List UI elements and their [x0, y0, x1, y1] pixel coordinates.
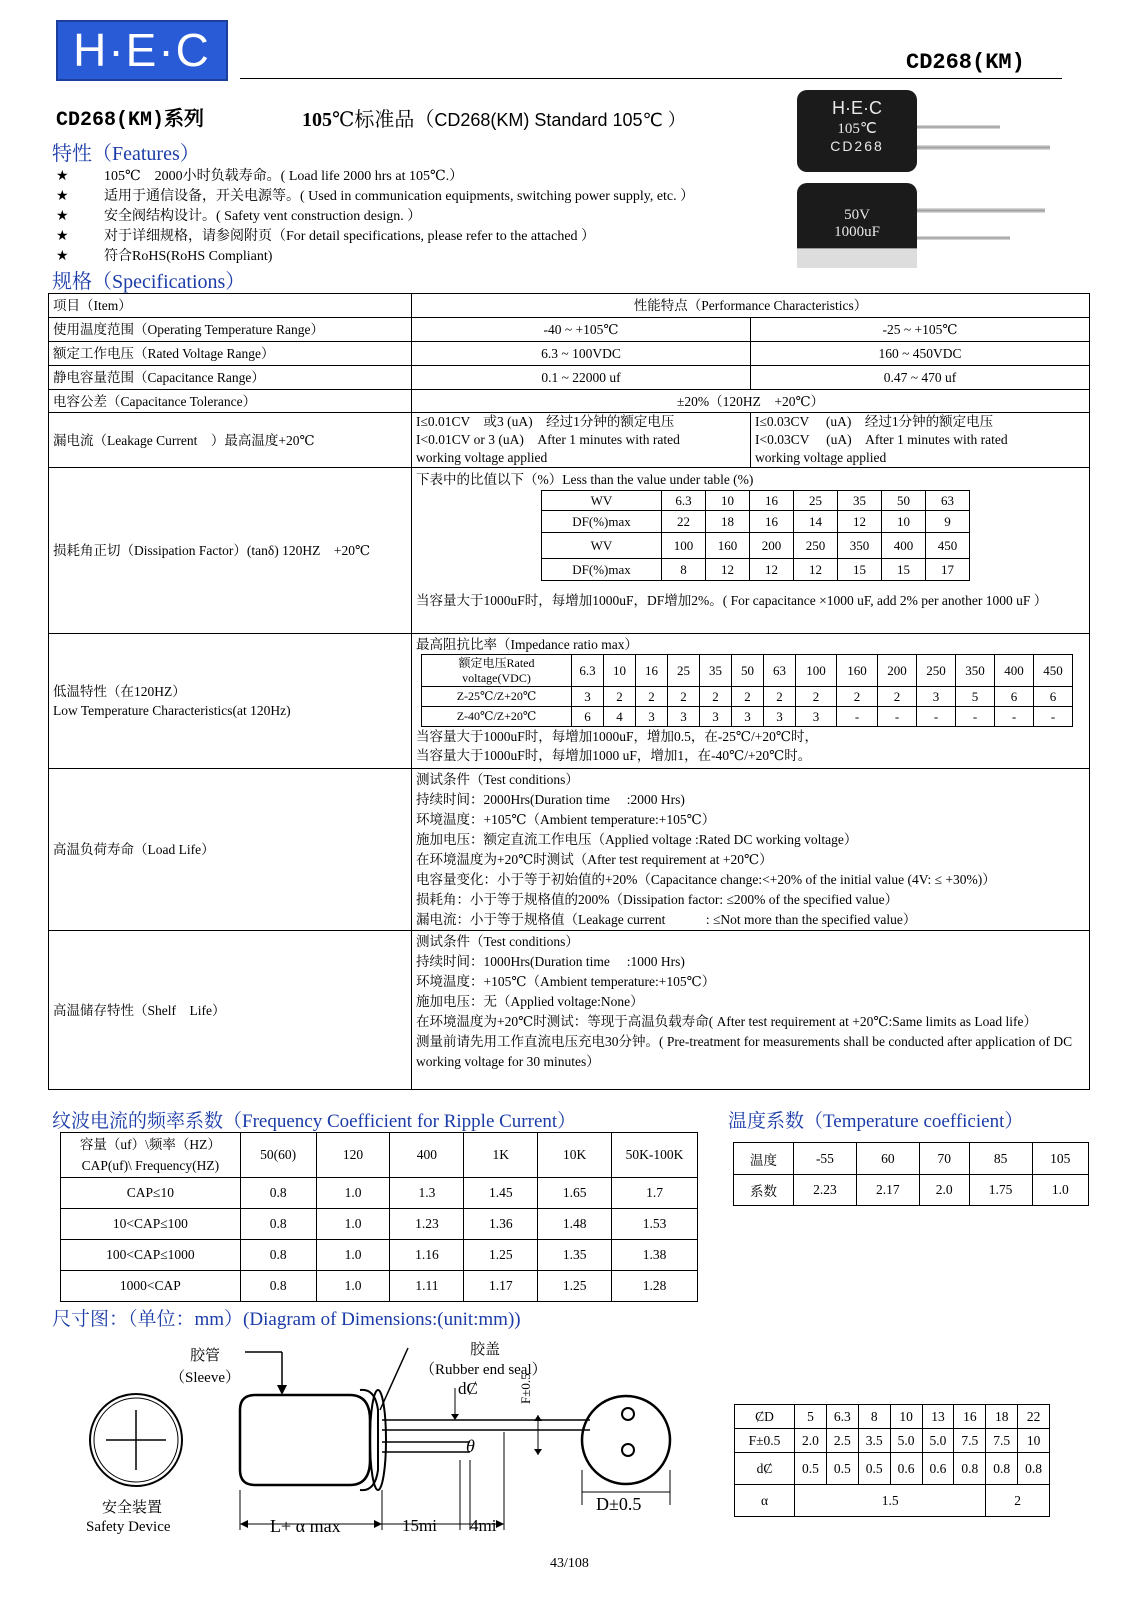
- capacitance-label: 静电容量范围（Capacitance Range）: [49, 366, 412, 390]
- ripple-row: CAP≤10 0.8 1.0 1.3 1.45 1.65 1.7: [61, 1178, 698, 1209]
- series-code: CD268(KM): [56, 109, 165, 132]
- standard-text: ℃标准品（: [332, 109, 435, 131]
- leakage-high: I≤0.03CV (uA) 经过1分钟的额定电压 I<0.03CV (uA) After 1 minutes with rated working voltage applied: [751, 413, 1090, 468]
- lead-offset-label: 4mi: [470, 1516, 497, 1535]
- series-suffix: 系列: [164, 108, 205, 130]
- op-temp-high: -25 ~ +105℃: [751, 318, 1090, 342]
- ripple-heading: 纹波电流的频率系数（Frequency Coefficient for Ripple Current）: [52, 1111, 577, 1132]
- header-item: 项目（Item）: [49, 294, 412, 318]
- lead-diameter-label: dȻ: [458, 1379, 478, 1398]
- safety-label-cn: 安全装置: [102, 1500, 163, 1516]
- tolerance-value: ±20%（120HZ +20℃）: [412, 390, 1090, 413]
- ripple-header-cell: 容量（uf）\频率（HZ） CAP(uf)\ Frequency(HZ): [61, 1133, 241, 1178]
- specifications-heading: 规格（Specifications）: [52, 271, 246, 293]
- safety-label-en: Safety Device: [86, 1519, 171, 1535]
- low-temp-label: 低温特性（在120HZ） Low Temperature Characteristics(at 120Hz): [49, 634, 412, 769]
- leakage-label: 漏电流（Leakage Current ）最高温度+20℃: [49, 413, 412, 468]
- df-table: WV 6.3 10 16 25 35 50 63 DF(%)max 22 18 16 14 12 10 9 WV 100 160 200 250 350 400 450 DF(%)max 8 12 12 12 15 15 17: [541, 490, 970, 581]
- voltage-low: 6.3 ~ 100VDC: [412, 342, 751, 366]
- seal-label-cn: 胶盖: [470, 1342, 501, 1358]
- theta-label: θ: [466, 1436, 475, 1456]
- standard-title: [302, 103, 686, 132]
- low-temp-cell: 最高阻抗比率（Impedance ratio max） 额定电压Rated voltage(VDC) 6.3 10 16 25 35 50 63 100 160 200 250 350 400 450 Z-25℃/Z+20℃ 3 2 2 2 2 2 2 2 2 2 3 5 6 6 Z-40℃/Z+20℃ 6 4 3 3 3 3 3 3 - - - - - - 当容量大于1000uF时，每增加1000uF，增加0.5，在-25℃/+20℃时， 当容量大于1000uF时，每增加1000 uF，增加1，在-40℃/+20℃时。: [412, 634, 1090, 769]
- capacitor-bottom: 50V 1000uF: [797, 183, 917, 268]
- standard-temp: 105: [302, 109, 332, 131]
- feature-item: ★ 适用于通信设备，开关电源等。( Used in communication equipments, switching power supply, etc. ）: [56, 189, 695, 204]
- df-note: 当容量大于1000uF时，每增加1000uF，DF增加2%。( For capacitance ×1000 uF, add 2% per another 1000 uF ）: [416, 593, 1048, 608]
- capacitor-top: H·E·C 105℃ CD268: [797, 90, 917, 172]
- hec-logo: H·E·C: [56, 20, 228, 81]
- ripple-row: 1000<CAP 0.8 1.0 1.11 1.17 1.25 1.28: [61, 1271, 698, 1302]
- low-temp-note-2: 当容量大于1000uF时，每增加1000 uF，增加1，在-40℃/+20℃时。: [416, 748, 812, 763]
- capacitance-low: 0.1 ~ 22000 uf: [412, 366, 751, 390]
- temp-coef-table: 温度 -55 60 70 85 105 系数 2.23 2.17 2.0 1.75 1.0: [733, 1142, 1089, 1206]
- pitch-label: F±0.5: [518, 1373, 533, 1404]
- shelf-life-cell: 测试条件（Test conditions） 持续时间：1000Hrs(Duration time :1000 Hrs) 环境温度：+105℃（Ambient temperature:+105℃） 施加电压：无（Applied voltage:None） 在环境温度为+20℃时测试：等现于高温负载寿命( After test requirement at +20℃:Same limits as Load life） 测量前请先用工作直流电压充电30分钟。( Pre-treatment for measurements shall be conducted after application of DC working voltage for 30 minutes）: [412, 931, 1090, 1090]
- length-label: L+ α max: [270, 1516, 341, 1536]
- temp-coef-heading: 温度系数（Temperature coefficient）: [728, 1111, 1024, 1132]
- ripple-table: 容量（uf）\频率（HZ） CAP(uf)\ Frequency(HZ) 50(60) 120 400 1K 10K 50K-100K CAP≤10 0.8 1.0 1.3 1.45 1.65 1.7 10<CAP≤100 0.8 1.0 1.23 1.36 1.48 1.53 100<CAP≤1000 0.8 1.0 1.16 1.25 1.35 1.38 1000<CAP 0.8 1.0 1.11 1.17 1.25 1.28: [60, 1132, 698, 1302]
- dissipation-cell: 下表中的比值以下（%）Less than the value under table (%) WV 6.3 10 16 25 35 50 63 DF(%)max 22 18 16 14 12 10 9 WV 100 160 200 250 350 400 450 DF(%)max 8 12 12 12 15 15 17 当容量大于1000uF时，每增加1000uF，DF增加2%。( For capacitance ×1000 uF, add 2% per another 1000 uF ）: [412, 468, 1090, 634]
- sleeve-label-en: （Sleeve）: [170, 1370, 240, 1386]
- capacitance-high: 0.47 ~ 470 uf: [751, 366, 1090, 390]
- low-temp-note-1: 当容量大于1000uF时，每增加1000uF，增加0.5，在-25℃/+20℃时，: [416, 729, 818, 744]
- op-temp-label: 使用温度范围（Operating Temperature Range）: [49, 318, 412, 342]
- shelf-life-label: 高温储存特性（Shelf Life）: [49, 931, 412, 1090]
- dissipation-label: 损耗角正切（Dissipation Factor）(tanδ) 120HZ +20℃: [49, 468, 412, 634]
- op-temp-low: -40 ~ +105℃: [412, 318, 751, 342]
- feature-item: ★ 安全阀结构设计。( Safety vent construction design. ）: [56, 209, 422, 224]
- load-life-label: 高温负荷寿命（Load Life）: [49, 769, 412, 931]
- feature-item: ★ 对于详细规格，请参阅附页（For detail specifications, please refer to the attached ）: [56, 229, 596, 244]
- feature-item: ★ 105℃ 2000小时负载寿命。( Load life 2000 hrs at 105℃.）: [56, 169, 464, 184]
- ripple-row: 10<CAP≤100 0.8 1.0 1.23 1.36 1.48 1.53: [61, 1209, 698, 1240]
- header-rule: [240, 78, 1062, 79]
- sleeve-label-cn: 胶管: [190, 1348, 221, 1364]
- specifications-table: [48, 293, 1090, 1090]
- features-heading: 特性（Features）: [52, 143, 200, 165]
- dimension-table: ȻD 5 6.3 8 10 13 16 18 22 F±0.5 2.0 2.5 3.5 5.0 5.0 7.5 7.5 10 dȻ 0.5 0.5 0.5 0.6 0.6 0.8 0.8 0.8 α 1.5 2: [734, 1404, 1050, 1517]
- feature-item: ★ 符合RoHS(RoHS Compliant): [56, 249, 273, 264]
- series-title: [56, 102, 204, 132]
- standard-en: CD268(KM) Standard 105℃ ）: [434, 110, 686, 130]
- voltage-high: 160 ~ 450VDC: [751, 342, 1090, 366]
- dimensions-heading: 尺寸图：（单位：mm）(Diagram of Dimensions:(unit:mm)): [52, 1309, 521, 1330]
- dimension-diagram: [60, 1330, 700, 1550]
- header-performance: 性能特点（Performance Characteristics）: [412, 294, 1090, 318]
- page-number: 43/108: [550, 1556, 589, 1571]
- impedance-table: 额定电压Rated voltage(VDC) 6.3 10 16 25 35 50 63 100 160 200 250 350 400 450 Z-25℃/Z+20℃ 3 2 2 2 2 2 2 2 2 2 3 5 6 6 Z-40℃/Z+20℃ 6 4 3 3 3 3 3 3 - - - - - -: [421, 654, 1073, 727]
- lead-length-label: 15mi: [402, 1516, 437, 1535]
- tolerance-label: 电容公差（Capacitance Tolerance）: [49, 390, 412, 413]
- leakage-low: I≤0.01CV 或3 (uA) 经过1分钟的额定电压 I<0.01CV or 3 (uA) After 1 minutes with rated working voltage applied: [412, 413, 751, 468]
- seal-label-en: （Rubber end seal）: [420, 1362, 547, 1378]
- load-life-cell: 测试条件（Test conditions） 持续时间：2000Hrs(Duration time :2000 Hrs) 环境温度：+105℃（Ambient temperature:+105℃） 施加电压：额定直流工作电压（Applied voltage :Rated DC working voltage） 在环境温度为+20℃时测试（After test requirement at +20℃） 电容量变化：小于等于初始值的+20%（Capacitance change:<+20% of the initial value (4V: ≤ +30%)） 损耗角：小于等于规格值的200%（Dissipation factor: ≤200% of the specified value） 漏电流：小于等于规格值（Leakage current : ≤Not more than the specified value）: [412, 769, 1090, 931]
- ripple-row: 100<CAP≤1000 0.8 1.0 1.16 1.25 1.35 1.38: [61, 1240, 698, 1271]
- model-code: CD268(KM): [906, 50, 1025, 75]
- diameter-label: D±0.5: [596, 1494, 642, 1514]
- voltage-label: 额定工作电压（Rated Voltage Range）: [49, 342, 412, 366]
